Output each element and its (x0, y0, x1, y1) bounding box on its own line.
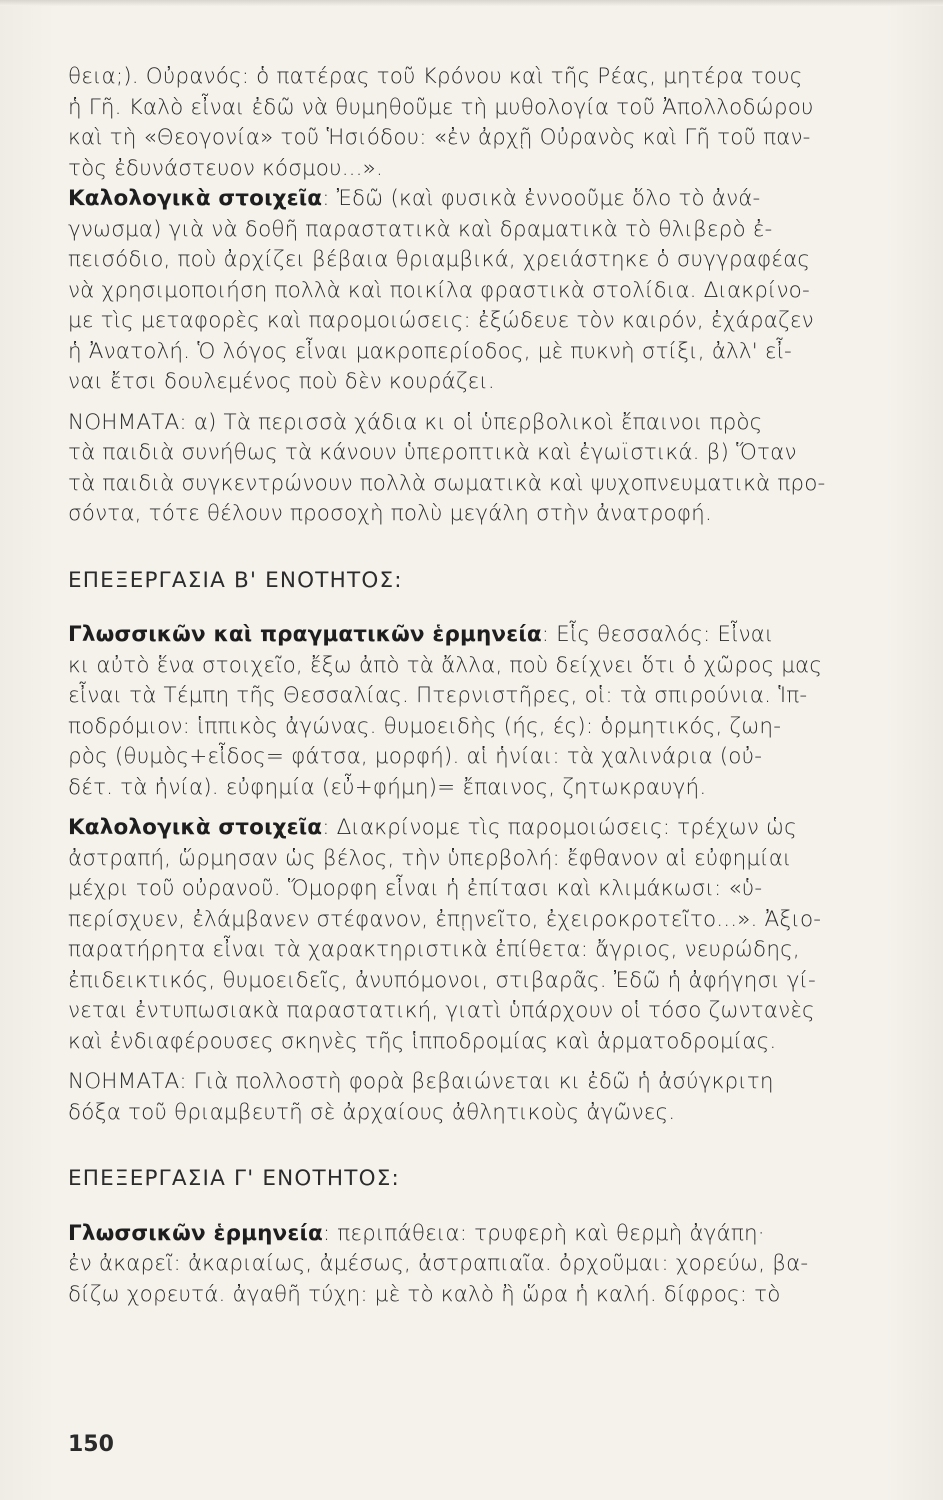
paragraph-lead: Καλολογικὰ στοιχεῖα (68, 815, 323, 840)
text-line: θεια;). Οὐρανός: ὁ πατέρας τοῦ Κρόνου καὶ τῆς Ρέας, μητέρα τους (68, 64, 803, 89)
page-number: 150 (68, 1432, 114, 1457)
text-line: σόντα, τότε θέλουν προσοχὴ πολὺ μεγάλη στὴν ἀνατροφή. (68, 501, 712, 526)
text-line: τὰ παιδιὰ συνήθως τὰ κάνουν ὑπεροπτικὰ καὶ ἐγωϊστικά. β) Ὅταν (68, 440, 797, 465)
paragraph-lead: Γλωσσικῶν ἑρμηνεία (68, 1220, 323, 1246)
line-rest: : περιπάθεια: τρυφερὴ καὶ θερμὴ ἀγάπη· (322, 1220, 765, 1246)
line-rest: : Ἐδῶ (καὶ φυσικὰ ἐννοοῦμε ὅλο τὸ ἀνά- (322, 186, 761, 211)
section-heading-g: ΕΠΕΞΕΡΓΑΣΙΑ Γ' ΕΝΟΤΗΤΟΣ: (68, 1166, 400, 1191)
paragraph-kalologika-b (68, 813, 903, 1057)
line-rest: : Εἷς θεσσαλός: Εἶναι (541, 622, 774, 647)
text-line: δέτ. τὰ ἡνία). εὐφημία (εὖ+φήμη)= ἔπαινος, ζητωκραυγή. (68, 774, 707, 800)
text-line: γνωσμα) γιὰ νὰ δοθῆ παραστατικὰ καὶ δραματικὰ τὸ θλιβερὸ ἐ- (68, 216, 773, 242)
text-line: κι αὐτὸ ἕνα στοιχεῖο, ἔξω ἀπὸ τὰ ἄλλα, ποὺ δείχνει ὅτι ὁ χῶρος μας (68, 652, 823, 678)
text-line: εἶναι τὰ Τέμπη τῆς Θεσσαλίας. Πτερνιστῆρες, οἱ: τὰ σπιρούνια. Ἱπ- (68, 683, 808, 708)
paragraph-lead: Καλολογικὰ στοιχεῖα (68, 186, 323, 211)
text-line: καὶ τὴ «Θεογονία» τοῦ Ἡσιόδου: «ἐν ἀρχῇ Οὐρανὸς καὶ Γῆ τοῦ παν- (68, 125, 811, 150)
text-line: παρατήρητα εἶναι τὰ χαρακτηριστικὰ ἐπίθετα: ἄγριος, νευρώδης, (68, 937, 800, 962)
text-line: ἐπιδεικτικός, θυμοειδεῖς, ἀνυπόμονοι, στιβαρᾶς. Ἐδῶ ἡ ἀφήγησι γί- (68, 967, 816, 993)
paragraph-glossikon-g (68, 1219, 903, 1311)
text-line: περίσχυεν, ἐλάμβανεν στέφανον, ἐπῃνεῖτο, ἐχειροκροτεῖτο...». Ἀξιο- (68, 906, 822, 932)
paragraph-glossikon-b (68, 620, 903, 803)
text-line (68, 620, 903, 651)
paragraph-lead: Γλωσσικῶν καὶ πραγματικῶν ἑρμηνεία (68, 622, 542, 647)
text-line: νὰ χρησιμοποιήση πολλὰ καὶ ποικίλα φραστικὰ στολίδια. Διακρίνο- (68, 277, 810, 303)
text-line: ἡ Γῆ. Καλὸ εἶναι ἐδῶ νὰ θυμηθοῦμε τὴ μυθολογία τοῦ Ἀπολλοδώρου (68, 94, 814, 120)
text-line: ἡ Ἀνατολή. Ὁ λόγος εἶναι μακροπερίοδος, μὲ πυκνὴ στίξι, ἀλλ' εἶ- (68, 338, 792, 364)
text-line (68, 184, 903, 215)
text-line: ΝΟΗΜΑΤΑ: α) Τὰ περισσὰ χάδια κι οἱ ὑπερβολικοὶ ἔπαινοι πρὸς (68, 409, 763, 435)
paragraph-noimata-a (68, 408, 903, 530)
text-line (68, 813, 903, 844)
text-line: με τὶς μεταφορὲς καὶ παρομοιώσεις: ἐξώδευε τὸν καιρόν, ἐχάραζεν (68, 308, 814, 333)
text-line: ρὸς (θυμὸς+εἶδος= φάτσα, μορφή). αἱ ἡνίαι: τὰ χαλινάρια (οὐ- (68, 744, 763, 769)
text-line: τὰ παιδιὰ συγκεντρώνουν πολλὰ σωματικὰ καὶ ψυχοπνευματικὰ προ- (68, 470, 826, 496)
text-line: ἐν ἀκαρεῖ: ἀκαριαίως, ἀμέσως, ἀστραπιαῖα. ὀρχοῦμαι: χορεύω, βα- (68, 1251, 809, 1276)
text-line: ΝΟΗΜΑΤΑ: Γιὰ πολλοστὴ φορὰ βεβαιώνεται κι ἐδῶ ἡ ἀσύγκριτη (68, 1069, 774, 1094)
text-line: τὸς ἐδυνάστευον κόσμου...». (68, 155, 383, 181)
paragraph-noimata-b (68, 1067, 903, 1128)
paragraph-ouranos (68, 62, 903, 184)
section-heading-b: ΕΠΕΞΕΡΓΑΣΙΑ Β' ΕΝΟΤΗΤΟΣ: (68, 567, 403, 593)
text-line: ποδρόμιον: ἱππικὸς ἀγώνας. θυμοειδὴς (ής, ές): ὁρμητικός, ζωη- (68, 713, 782, 739)
text-line: πεισόδιο, ποὺ ἀρχίζει βέβαια θριαμβικά, χρειάστηκε ὁ συγγραφέας (68, 247, 811, 272)
paragraph-kalologika-a (68, 184, 903, 398)
line-rest: : Διακρίνομε τὶς παρομοιώσεις: τρέχων ὡς (322, 815, 797, 840)
text-line: δόξα τοῦ θριαμβευτῆ σὲ ἀρχαίους ἀθλητικοὺς ἀγῶνες. (68, 1099, 676, 1125)
text-line: μέχρι τοῦ οὐρανοῦ. Ὅμορφη εἶναι ἡ ἐπίτασι καὶ κλιμάκωσι: «ὑ- (68, 876, 763, 901)
text-line: ἀστραπή, ὥρμησαν ὡς βέλος, τὴν ὑπερβολή: ἔφθανον αἱ εὐφημίαι (68, 845, 792, 871)
text-line: δίζω χορευτά. ἀγαθῆ τύχη: μὲ τὸ καλὸ ἢ ὥρα ἡ καλή. δίφρος: τὸ (68, 1281, 781, 1307)
text-line: νεται ἐντυπωσιακὰ παραστατική, γιατὶ ὑπάρχουν οἱ τόσο ζωντανὲς (68, 998, 815, 1023)
text-line (68, 1219, 903, 1250)
page-top-edge (0, 0, 943, 6)
text-line: ναι ἔτσι δουλεμένος ποὺ δὲν κουράζει. (68, 369, 495, 394)
text-line: καὶ ἐνδιαφέρουσες σκηνὲς τῆς ἱπποδρομίας καὶ ἁρματοδρομίας. (68, 1028, 777, 1054)
